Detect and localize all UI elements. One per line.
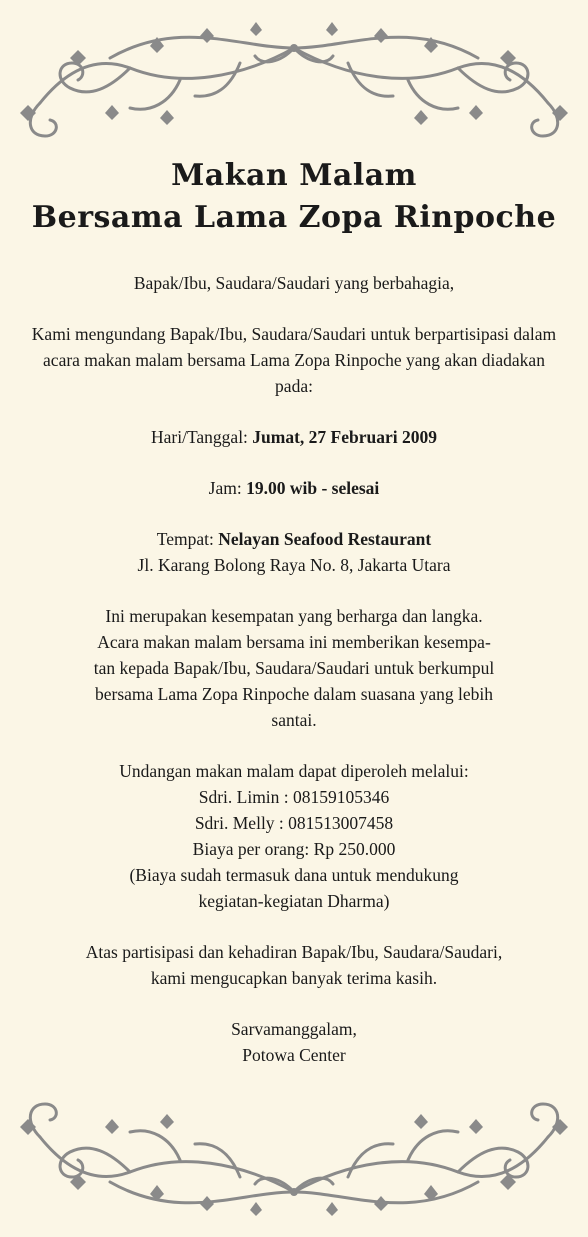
closing-block [30,1016,558,1068]
date-value: Jumat, 27 Februari 2009 [252,427,438,447]
venue-block [30,526,558,578]
time-label: Jam: [208,478,247,498]
intro-paragraph: Kami mengundang Bapak/Ibu, Saudara/Saudari untuk berpartisipasi dalam acara makan malam bersama Lama Zopa Rinpoche yang akan diadakan pada: [31,324,557,396]
time-line [30,475,558,501]
floral-scroll-icon [0,1092,588,1222]
invitation-body [30,270,558,1068]
opportunity-paragraph [30,603,558,733]
contact-melly: Sdri. Melly : 081513007458 [194,813,394,833]
invitation-title [0,155,588,239]
opportunity-line: tan kepada Bapak/Ibu, Saudara/Saudari untuk berkumpul [93,658,495,678]
contact-limin: Sdri. Limin : 08159105346 [198,787,390,807]
date-label: Hari/Tanggal: [150,427,253,447]
cost-note: (Biaya sudah termasuk dana untuk mendukung [129,865,459,885]
date-line [30,424,558,450]
thanks-paragraph [30,939,558,991]
ticket-cost: Biaya per orang: Rp 250.000 [192,839,396,859]
tickets-heading: Undangan makan malam dapat diperoleh melalui: [119,761,469,781]
signature: Potowa Center [242,1045,346,1065]
time-value: 19.00 wib - selesai [246,478,380,498]
floral-scroll-icon [0,18,588,148]
opportunity-line: Ini merupakan kesempatan yang berharga dan langka. [105,606,483,626]
title-line-1: Makan Malam [171,158,417,193]
greeting: Bapak/Ibu, Saudara/Saudari yang berbahagia, [133,273,455,293]
opportunity-line: Acara makan malam bersama ini memberikan kesempa- [97,632,491,652]
bottom-floral-ornament [0,1092,588,1222]
cost-note: kegiatan-kegiatan Dharma) [198,891,390,911]
venue-name: Nelayan Seafood Restaurant [218,529,432,549]
tickets-block [30,758,558,914]
venue-address: Jl. Karang Bolong Raya No. 8, Jakarta Utara [137,555,451,575]
thanks-line: Atas partisipasi dan kehadiran Bapak/Ibu, Saudara/Saudari, [85,942,503,962]
thanks-line: kami mengucapkan banyak terima kasih. [150,968,438,988]
title-line-2: Bersama Lama Zopa Rinpoche [31,200,557,235]
opportunity-line: bersama Lama Zopa Rinpoche dalam suasana yang lebih [95,684,493,704]
venue-label: Tempat: [156,529,219,549]
opportunity-line: santai. [271,710,317,730]
salutation: Sarvamanggalam, [231,1019,357,1039]
top-floral-ornament [0,18,588,148]
